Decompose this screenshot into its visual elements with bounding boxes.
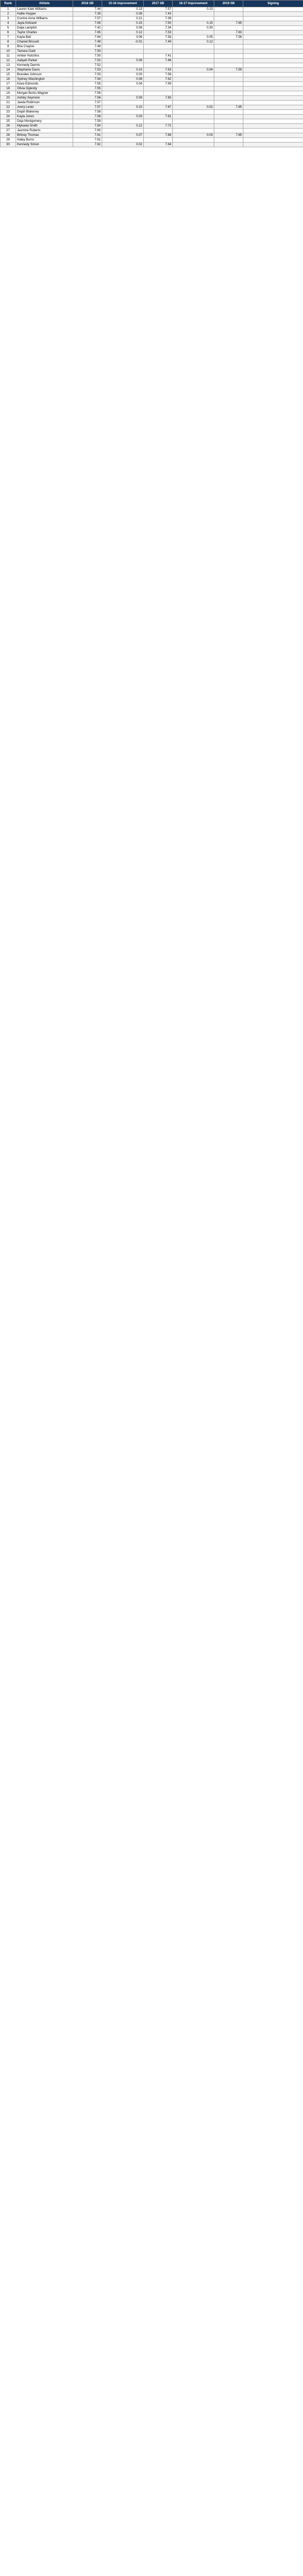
cell-rank: 23 xyxy=(1,110,16,115)
cell-athlete: Corrine Anne Williams xyxy=(16,17,73,21)
table-row xyxy=(1,45,303,49)
cell-signing xyxy=(243,35,303,40)
cell-15-16-improvement: 0.13 xyxy=(102,7,144,12)
cell-15-16-improvement: 0.04 xyxy=(102,82,144,87)
cell-15-16-improvement: 0.03 xyxy=(102,115,144,119)
cell-2018-sb: 7.60 xyxy=(73,129,102,133)
cell-15-16-improvement xyxy=(102,129,144,133)
cell-15-16-improvement: 0.06 xyxy=(102,35,144,40)
table-row xyxy=(1,133,303,138)
cell-2017-sb: 7.64 xyxy=(144,143,173,147)
header-16-17-improvement: 16-17 Improvement xyxy=(173,1,214,7)
table-row xyxy=(1,12,303,17)
cell-16-17-improvement xyxy=(173,143,214,147)
cell-athlete: Avery Lewis xyxy=(16,105,73,110)
cell-signing xyxy=(243,12,303,17)
table-row xyxy=(1,101,303,105)
cell-2019-sb: 7.58 xyxy=(214,35,243,40)
table-row xyxy=(1,31,303,35)
cell-2019-sb xyxy=(214,143,243,147)
cell-2019-sb xyxy=(214,12,243,17)
cell-rank: 30 xyxy=(1,143,16,147)
cell-rank: 27 xyxy=(1,129,16,133)
header-signing: Signing xyxy=(243,1,303,7)
cell-athlete: Aaliyah Parker xyxy=(16,59,73,63)
cell-16-17-improvement xyxy=(173,91,214,96)
cell-signing xyxy=(243,115,303,119)
cell-2017-sb: 7.43 xyxy=(144,12,173,17)
cell-2017-sb: 7.62 xyxy=(144,77,173,82)
cell-2017-sb: 7.56 xyxy=(144,73,173,77)
cell-2018-sb: 7.53 xyxy=(73,73,102,77)
cell-2018-sb: 7.57 xyxy=(73,105,102,110)
cell-16-17-improvement xyxy=(173,59,214,63)
cell-2017-sb xyxy=(144,45,173,49)
cell-2017-sb: 7.41 xyxy=(144,54,173,59)
table-row xyxy=(1,7,303,12)
cell-signing xyxy=(243,54,303,59)
cell-athlete: Amber Hutchins xyxy=(16,54,73,59)
cell-rank: 28 xyxy=(1,133,16,138)
cell-15-16-improvement xyxy=(102,101,144,105)
cell-signing xyxy=(243,26,303,31)
cell-2017-sb xyxy=(144,138,173,143)
cell-signing xyxy=(243,82,303,87)
cell-rank: 5 xyxy=(1,26,16,31)
cell-16-17-improvement xyxy=(173,31,214,35)
cell-athlete: Daija Lampkin xyxy=(16,26,73,31)
cell-rank: 25 xyxy=(1,119,16,124)
table-row xyxy=(1,63,303,68)
cell-2019-sb xyxy=(214,49,243,54)
cell-16-17-improvement xyxy=(173,63,214,68)
table-row xyxy=(1,26,303,31)
cell-2017-sb: 7.57 xyxy=(144,7,173,12)
cell-rank: 10 xyxy=(1,49,16,54)
cell-signing xyxy=(243,110,303,115)
cell-2019-sb xyxy=(214,45,243,49)
cell-athlete: Bria Crayton xyxy=(16,45,73,49)
cell-2018-sb: 7.42 xyxy=(73,26,102,31)
cell-2019-sb xyxy=(214,54,243,59)
cell-16-17-improvement xyxy=(173,138,214,143)
table-row xyxy=(1,54,303,59)
cell-2017-sb: 7.72 xyxy=(144,124,173,129)
cell-rank: 21 xyxy=(1,101,16,105)
cell-15-16-improvement: 0.10 xyxy=(102,105,144,110)
cell-2017-sb: 7.67 xyxy=(144,105,173,110)
cell-2018-sb: 7.65 xyxy=(73,31,102,35)
cell-2019-sb xyxy=(214,73,243,77)
table-row xyxy=(1,110,303,115)
cell-rank: 12 xyxy=(1,59,16,63)
cell-signing xyxy=(243,40,303,45)
table-row xyxy=(1,87,303,91)
cell-2017-sb: 7.53 xyxy=(144,31,173,35)
cell-rank: 2 xyxy=(1,12,16,17)
cell-2019-sb: 7.65 xyxy=(214,21,243,26)
table-row xyxy=(1,115,303,119)
cell-2018-sb: 7.64 xyxy=(73,35,102,40)
header-2018-sb: 2018 SB xyxy=(73,1,102,7)
cell-16-17-improvement xyxy=(173,73,214,77)
cell-athlete: Kiara Edmonds xyxy=(16,82,73,87)
cell-2017-sb xyxy=(144,101,173,105)
cell-15-16-improvement: 0.21 xyxy=(102,17,144,21)
cell-rank: 8 xyxy=(1,40,16,45)
cell-2018-sb: 7.56 xyxy=(73,91,102,96)
cell-rank: 13 xyxy=(1,63,16,68)
cell-2019-sb xyxy=(214,101,243,105)
table-row xyxy=(1,73,303,77)
cell-15-16-improvement xyxy=(102,63,144,68)
cell-15-16-improvement xyxy=(102,91,144,96)
cell-2018-sb: 7.55 xyxy=(73,87,102,91)
cell-2018-sb: 7.48 xyxy=(73,45,102,49)
cell-athlete: Kayla Jones xyxy=(16,115,73,119)
cell-athlete: Deja Montgomery xyxy=(16,119,73,124)
cell-15-16-improvement: 0.12 xyxy=(102,124,144,129)
cell-2018-sb: 7.61 xyxy=(73,138,102,143)
cell-2017-sb: 7.50 xyxy=(144,21,173,26)
cell-2019-sb xyxy=(214,129,243,133)
cell-2017-sb: 7.58 xyxy=(144,35,173,40)
cell-15-16-improvement: 0.15 xyxy=(102,21,144,26)
cell-16-17-improvement: 0.15 xyxy=(173,21,214,26)
cell-2019-sb: 7.59 xyxy=(214,68,243,73)
cell-rank: 16 xyxy=(1,77,16,82)
cell-16-17-improvement xyxy=(173,101,214,105)
cell-rank: 1 xyxy=(1,7,16,12)
cell-athlete: Jayla Kirkland xyxy=(16,21,73,26)
cell-2018-sb: 7.35 xyxy=(73,12,102,17)
cell-2019-sb xyxy=(214,7,243,12)
cell-16-17-improvement xyxy=(173,82,214,87)
cell-athlete: Taylor Charles xyxy=(16,31,73,35)
cell-rank: 19 xyxy=(1,91,16,96)
cell-rank: 17 xyxy=(1,82,16,87)
cell-2019-sb xyxy=(214,119,243,124)
cell-2019-sb xyxy=(214,63,243,68)
cell-2017-sb xyxy=(144,91,173,96)
cell-signing xyxy=(243,59,303,63)
table-row xyxy=(1,82,303,87)
cell-2019-sb xyxy=(214,110,243,115)
table-body xyxy=(1,7,303,147)
cell-athlete: Ashley Seymore xyxy=(16,96,73,101)
cell-2017-sb: 7.61 xyxy=(144,115,173,119)
cell-signing xyxy=(243,45,303,49)
cell-2017-sb: 7.59 xyxy=(144,82,173,87)
header-15-16-improvement: 15-16 Improvement xyxy=(102,1,144,7)
cell-rank: 18 xyxy=(1,87,16,91)
cell-15-16-improvement: 0.06 xyxy=(102,59,144,63)
cell-athlete: Dejah Blakeney xyxy=(16,110,73,115)
cell-athlete: Lauren Kate Williams xyxy=(16,7,73,12)
cell-16-17-improvement xyxy=(173,119,214,124)
cell-16-17-improvement xyxy=(173,45,214,49)
header-athlete: Athlete xyxy=(16,1,73,7)
table-row xyxy=(1,96,303,101)
cell-15-16-improvement xyxy=(102,119,144,124)
cell-signing xyxy=(243,119,303,124)
cell-15-16-improvement xyxy=(102,138,144,143)
cell-16-17-improvement xyxy=(173,124,214,129)
cell-2017-sb: 7.63 xyxy=(144,68,173,73)
cell-2019-sb: 7.65 xyxy=(214,105,243,110)
cell-athlete: Chaniel Brissett xyxy=(16,40,73,45)
table-row xyxy=(1,59,303,63)
cell-15-16-improvement: 0.02 xyxy=(102,143,144,147)
cell-16-17-improvement: 0.03 xyxy=(173,133,214,138)
cell-2017-sb xyxy=(144,119,173,124)
cell-16-17-improvement: 0.05 xyxy=(173,35,214,40)
cell-2018-sb: 7.44 xyxy=(73,7,102,12)
cell-16-17-improvement xyxy=(173,12,214,17)
table-row xyxy=(1,119,303,124)
cell-signing xyxy=(243,143,303,147)
cell-signing xyxy=(243,96,303,101)
cell-2017-sb: 7.65 xyxy=(144,96,173,101)
cell-rank: 6 xyxy=(1,31,16,35)
cell-athlete: Morgan Burks-Wagner xyxy=(16,91,73,96)
cell-16-17-improvement xyxy=(173,49,214,54)
cell-rank: 11 xyxy=(1,54,16,59)
cell-15-16-improvement: 0.08 xyxy=(102,26,144,31)
cell-signing xyxy=(243,7,303,12)
cell-signing xyxy=(243,68,303,73)
cell-2017-sb: 7.36 xyxy=(144,17,173,21)
header-2017-sb: 2017 SB xyxy=(144,1,173,7)
cell-2018-sb: 7.57 xyxy=(73,101,102,105)
cell-15-16-improvement xyxy=(102,110,144,115)
cell-16-17-improvement: 0.02 xyxy=(173,105,214,110)
table-row xyxy=(1,49,303,54)
cell-2019-sb xyxy=(214,40,243,45)
cell-rank: 4 xyxy=(1,21,16,26)
cell-2017-sb: 7.49 xyxy=(144,40,173,45)
cell-2019-sb xyxy=(214,138,243,143)
cell-2018-sb: 7.58 xyxy=(73,110,102,115)
cell-2018-sb: 7.59 xyxy=(73,119,102,124)
table-row xyxy=(1,138,303,143)
table-header xyxy=(1,1,303,7)
cell-16-17-improvement xyxy=(173,87,214,91)
table-row xyxy=(1,40,303,45)
cell-15-16-improvement xyxy=(102,87,144,91)
cell-2019-sb xyxy=(214,17,243,21)
cell-rank: 15 xyxy=(1,73,16,77)
cell-2018-sb: 7.50 xyxy=(73,49,102,54)
cell-16-17-improvement: 0.30 xyxy=(173,26,214,31)
sprint-rankings-table xyxy=(0,0,303,147)
cell-2018-sb: 7.54 xyxy=(73,77,102,82)
cell-2018-sb: 7.52 xyxy=(73,63,102,68)
cell-athlete: Stephanie Davis xyxy=(16,68,73,73)
cell-2017-sb: 7.68 xyxy=(144,133,173,138)
cell-signing xyxy=(243,133,303,138)
table-row xyxy=(1,35,303,40)
header-2019-sb: 2019 SB xyxy=(214,1,243,7)
cell-signing xyxy=(243,124,303,129)
cell-athlete: Jasmine Roberts xyxy=(16,129,73,133)
cell-2018-sb: 7.58 xyxy=(73,115,102,119)
cell-2019-sb xyxy=(214,124,243,129)
cell-2018-sb: 7.56 xyxy=(73,96,102,101)
cell-signing xyxy=(243,31,303,35)
cell-athlete: Brandee Johnson xyxy=(16,73,73,77)
cell-2019-sb xyxy=(214,115,243,119)
cell-rank: 20 xyxy=(1,96,16,101)
table-row xyxy=(1,68,303,73)
table-row xyxy=(1,77,303,82)
cell-signing xyxy=(243,105,303,110)
cell-signing xyxy=(243,63,303,68)
cell-2019-sb: 7.65 xyxy=(214,133,243,138)
cell-15-16-improvement: 0.08 xyxy=(102,77,144,82)
cell-15-16-improvement xyxy=(102,54,144,59)
cell-athlete: Kayla Bell xyxy=(16,35,73,40)
cell-2018-sb: 7.53 xyxy=(73,68,102,73)
cell-rank: 24 xyxy=(1,115,16,119)
cell-2019-sb xyxy=(214,77,243,82)
cell-16-17-improvement xyxy=(173,96,214,101)
cell-16-17-improvement: 0.13 xyxy=(173,7,214,12)
cell-signing xyxy=(243,73,303,77)
cell-16-17-improvement xyxy=(173,115,214,119)
cell-rank: 7 xyxy=(1,35,16,40)
cell-athlete: Kennedy Simon xyxy=(16,143,73,147)
cell-15-16-improvement: 0.07 xyxy=(102,133,144,138)
cell-rank: 22 xyxy=(1,105,16,110)
cell-signing xyxy=(243,87,303,91)
cell-16-17-improvement: 0.12 xyxy=(173,40,214,45)
cell-signing xyxy=(243,101,303,105)
cell-2018-sb: 7.55 xyxy=(73,82,102,87)
cell-athlete: Jaeda Robinson xyxy=(16,101,73,105)
cell-rank: 14 xyxy=(1,68,16,73)
cell-signing xyxy=(243,77,303,82)
cell-athlete: Olivia Oglesby xyxy=(16,87,73,91)
cell-15-16-improvement: 0.08 xyxy=(102,12,144,17)
cell-2017-sb xyxy=(144,129,173,133)
cell-rank: 29 xyxy=(1,138,16,143)
cell-2018-sb: 7.50 xyxy=(73,54,102,59)
cell-signing xyxy=(243,17,303,21)
cell-rank: 3 xyxy=(1,17,16,21)
cell-2019-sb xyxy=(214,59,243,63)
table-row xyxy=(1,17,303,21)
cell-2019-sb xyxy=(214,87,243,91)
cell-15-16-improvement xyxy=(102,49,144,54)
table-row xyxy=(1,91,303,96)
cell-16-17-improvement xyxy=(173,54,214,59)
header-rank: Rank xyxy=(1,1,16,7)
table-row xyxy=(1,129,303,133)
cell-2018-sb: 7.62 xyxy=(73,143,102,147)
cell-2019-sb xyxy=(214,26,243,31)
cell-2019-sb xyxy=(214,96,243,101)
cell-2017-sb xyxy=(144,110,173,115)
cell-signing xyxy=(243,91,303,96)
cell-2019-sb: 7.63 xyxy=(214,31,243,35)
cell-2017-sb xyxy=(144,49,173,54)
cell-2018-sb: 7.52 xyxy=(73,59,102,63)
cell-2018-sb: 7.57 xyxy=(73,17,102,21)
cell-15-16-improvement: 0.10 xyxy=(102,68,144,73)
table-row xyxy=(1,105,303,110)
cell-signing xyxy=(243,49,303,54)
cell-athlete: Britney Thomas xyxy=(16,133,73,138)
cell-2018-sb: 7.65 xyxy=(73,21,102,26)
cell-2018-sb: 7.61 xyxy=(73,133,102,138)
cell-15-16-improvement: 0.12 xyxy=(102,31,144,35)
cell-2017-sb: 7.34 xyxy=(144,26,173,31)
cell-2019-sb xyxy=(214,91,243,96)
cell-16-17-improvement xyxy=(173,77,214,82)
cell-rank: 9 xyxy=(1,45,16,49)
table-row xyxy=(1,143,303,147)
cell-athlete: Tamara Clark xyxy=(16,49,73,54)
cell-athlete: Hallie Hopper xyxy=(16,12,73,17)
cell-rank: 26 xyxy=(1,124,16,129)
cell-16-17-improvement xyxy=(173,110,214,115)
cell-16-17-improvement: 0.04 xyxy=(173,68,214,73)
cell-15-16-improvement: 0.03 xyxy=(102,73,144,77)
cell-athlete: Sydney Washington xyxy=(16,77,73,82)
cell-signing xyxy=(243,21,303,26)
cell-athlete: Haley Burns xyxy=(16,138,73,143)
cell-athlete: Mykaela Smith xyxy=(16,124,73,129)
cell-2017-sb xyxy=(144,63,173,68)
cell-2017-sb xyxy=(144,87,173,91)
cell-2017-sb: 7.46 xyxy=(144,59,173,63)
table-row xyxy=(1,21,303,26)
cell-15-16-improvement xyxy=(102,45,144,49)
cell-2018-sb: 7.48 xyxy=(73,40,102,45)
cell-2019-sb xyxy=(214,82,243,87)
cell-16-17-improvement xyxy=(173,129,214,133)
cell-signing xyxy=(243,138,303,143)
cell-signing xyxy=(243,129,303,133)
cell-16-17-improvement xyxy=(173,17,214,21)
table-row xyxy=(1,124,303,129)
cell-15-16-improvement: 0.09 xyxy=(102,96,144,101)
cell-athlete: Kennedy Dennis xyxy=(16,63,73,68)
cell-15-16-improvement: -0.01 xyxy=(102,40,144,45)
cell-2018-sb: 7.60 xyxy=(73,124,102,129)
